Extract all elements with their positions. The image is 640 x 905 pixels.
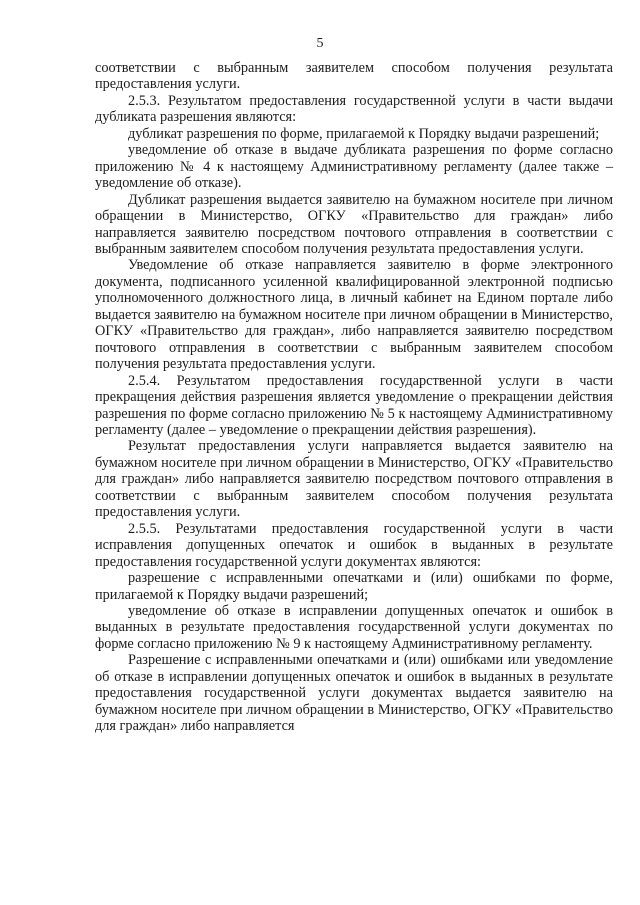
paragraph: дубликат разрешения по форме, прилагаемой к Порядку выдачи разрешений; [128,125,600,142]
paragraph: Результат предоставления услуги направляется выдается заявителю на бумажном носителе при личном обращении в Министерство, ОГКУ «Правительство для граждан» либо направляется заявителю посредством почтового отправления в соответствии с выбранным заявителем способом получения результата предоставления услуги. [95,438,613,521]
paragraph: уведомление об отказе в выдаче дубликата разрешения по форме согласно приложению № 4 к настоящему Административному регламенту (далее также – уведомление об отказе). [95,142,613,192]
paragraph: разрешение с исправленными опечатками и (или) ошибками по форме, прилагаемой к Порядку выдачи разрешений; [95,570,613,603]
paragraph: 2.5.3. Результатом предоставления государственной услуги в части выдачи дубликата разрешения являются: [95,92,613,126]
paragraph: 2.5.5. Результатами предоставления государственной услуги в части исправления допущенных опечаток и ошибок в выданных в результате предоставления государственной услуги документах являются: [95,520,613,570]
page-number: 5 [316,36,324,51]
paragraph: Уведомление об отказе направляется заявителю в форме электронного документа, подписанного усиленной квалифицированной электронной подписью уполномоченного должностного лица, в личный кабинет на Едином портале либо выдается заявителю на бумажном носителе при личном обращении в Министерство, ОГКУ «Правительство для граждан», либо направляется заявителю посредством почтового отправления в соответствии с выбранным заявителем способом получения результата предоставления услуги. [95,257,613,373]
paragraph: 2.5.4. Результатом предоставления государственной услуги в части прекращения действия разрешения является уведомление о прекращении действия разрешения по форме согласно приложению № 5 к настоящему Административному регламенту (далее – уведомление о прекращении действия разрешения). [95,372,613,438]
paragraph: Дубликат разрешения выдается заявителю на бумажном носителе при личном обращении в Министерство, ОГКУ «Правительство для граждан» либо направляется заявителю посредством почтового отправления в соответствии с выбранным заявителем способом получения результата предоставления услуги. [95,191,613,257]
paragraph: соответствии с выбранным заявителем способом получения результата предоставления услуги. [95,60,613,93]
paragraph: уведомление об отказе в исправлении допущенных опечаток и ошибок в выданных в результате предоставления государственной услуги документах по форме согласно приложению № 9 к настоящему Административному регламенту. [95,602,613,652]
document-body [95,60,613,735]
paragraph: Разрешение с исправленными опечатками и (или) ошибками или уведомление об отказе в исправлении допущенных опечаток и ошибок в выданных в результате предоставления государственной услуги документах выдается заявителю на бумажном носителе при личном обращении в Министерство, ОГКУ «Правительство для граждан» либо направляется [95,652,613,735]
